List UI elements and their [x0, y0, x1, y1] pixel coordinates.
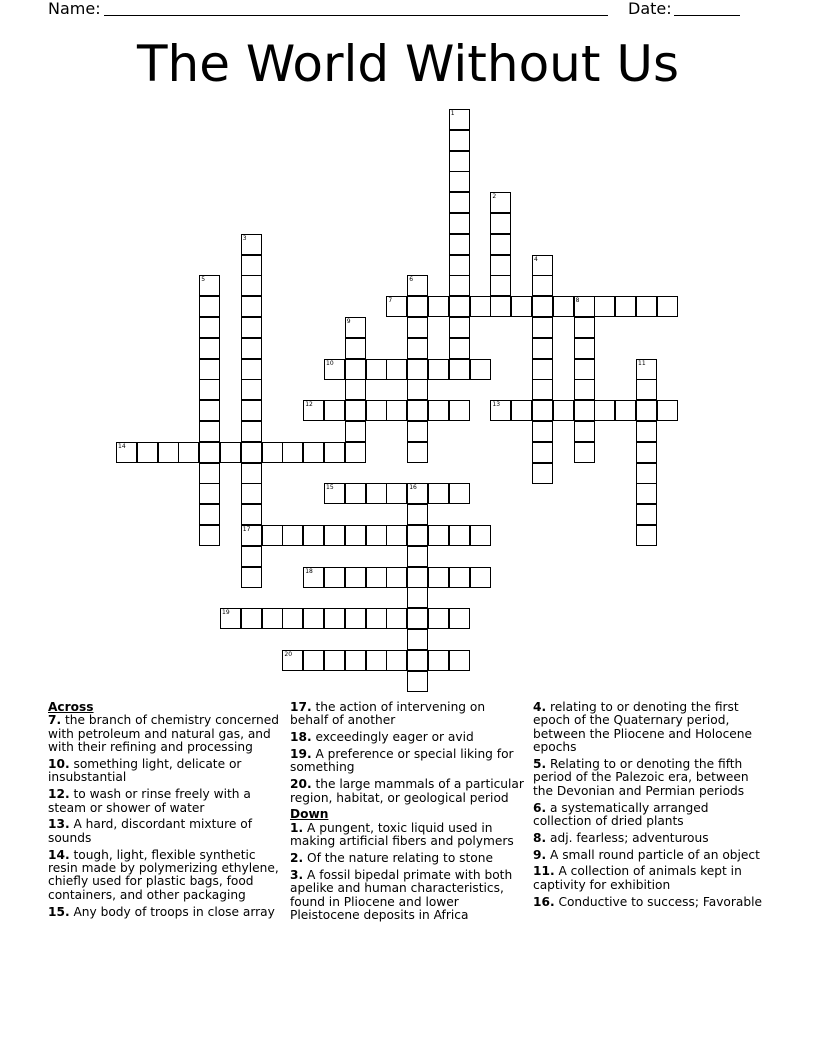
clue-number: 7 — [388, 297, 393, 305]
grid-cell[interactable] — [262, 442, 283, 463]
grid-cell[interactable] — [532, 359, 553, 380]
grid-cell[interactable] — [407, 296, 428, 317]
grid-cell[interactable] — [303, 442, 324, 463]
grid-cell[interactable] — [511, 400, 532, 421]
grid-cell[interactable] — [199, 359, 220, 380]
grid-cell[interactable] — [241, 400, 262, 421]
grid-cell[interactable] — [199, 296, 220, 317]
grid-cell[interactable] — [615, 296, 636, 317]
grid-cell[interactable] — [449, 255, 470, 276]
grid-cell[interactable] — [366, 483, 387, 504]
grid-cell[interactable] — [324, 483, 345, 504]
clues-column-3 — [533, 701, 769, 912]
grid-cell[interactable] — [199, 400, 220, 421]
grid-cell[interactable] — [657, 296, 678, 317]
clue-number: 15 — [326, 484, 334, 492]
grid-cell[interactable] — [241, 359, 262, 380]
clue-number: 14 — [118, 442, 126, 450]
grid-cell[interactable] — [199, 463, 220, 484]
grid-cell[interactable] — [594, 296, 615, 317]
grid-cell[interactable] — [636, 421, 657, 442]
page-title: The World Without Us — [136, 35, 680, 93]
grid-cell[interactable] — [324, 400, 345, 421]
clue-down-5: 5. Relating to or denoting the fifth period of the Palezoic era, between the Devonian and Permian periods — [533, 757, 749, 798]
grid-cell[interactable] — [449, 608, 470, 629]
grid-cell[interactable] — [345, 400, 366, 421]
grid-cell[interactable] — [407, 650, 428, 671]
grid-cell[interactable] — [386, 400, 407, 421]
grid-cell[interactable] — [241, 546, 262, 567]
grid-cell[interactable] — [199, 504, 220, 525]
clue-number: 18 — [305, 567, 313, 575]
grid-cell[interactable] — [345, 608, 366, 629]
clue-down-2: 2. Of the nature relating to stone — [290, 851, 493, 866]
grid-cell[interactable] — [407, 567, 428, 588]
grid-cell[interactable] — [449, 213, 470, 234]
grid-cell[interactable] — [449, 151, 470, 172]
grid-cell[interactable] — [428, 400, 449, 421]
clue-number: 19 — [222, 609, 230, 617]
grid-cell[interactable] — [386, 525, 407, 546]
grid-cell[interactable] — [428, 650, 449, 671]
clue-number: 4 — [534, 255, 538, 263]
grid-cell[interactable] — [407, 504, 428, 525]
grid-cell[interactable] — [449, 130, 470, 151]
grid-cell[interactable] — [407, 359, 428, 380]
down-heading: Down — [290, 807, 329, 822]
grid-cell[interactable] — [636, 442, 657, 463]
grid-cell[interactable] — [636, 463, 657, 484]
grid-cell[interactable] — [345, 317, 366, 338]
clue-number: 2 — [492, 193, 497, 201]
clues-column-1 — [48, 701, 284, 922]
grid-cell[interactable] — [199, 317, 220, 338]
grid-cell[interactable] — [386, 608, 407, 629]
clue-number: 12 — [305, 401, 313, 409]
grid-cell[interactable] — [449, 567, 470, 588]
grid-cell[interactable] — [532, 400, 553, 421]
grid-cell[interactable] — [366, 359, 387, 380]
grid-cell[interactable] — [199, 525, 220, 546]
grid-cell[interactable] — [241, 463, 262, 484]
grid-cell[interactable] — [407, 629, 428, 650]
grid-cell[interactable] — [137, 442, 158, 463]
grid-cell[interactable] — [366, 650, 387, 671]
grid-cell[interactable] — [449, 234, 470, 255]
grid-cell[interactable] — [366, 400, 387, 421]
grid-cell[interactable] — [324, 650, 345, 671]
clue-across-7: 7. the branch of chemistry concerned with petroleum and natural gas, and with their refining and processing — [48, 713, 279, 755]
grid-cell[interactable] — [345, 379, 366, 400]
grid-cell[interactable] — [345, 338, 366, 359]
grid-cell[interactable] — [407, 338, 428, 359]
grid-cell[interactable] — [428, 359, 449, 380]
clue-down-9: 9. A small round particle of an object — [533, 847, 760, 862]
grid-cell[interactable] — [116, 442, 137, 463]
grid-cell[interactable] — [303, 650, 324, 671]
grid-cell[interactable] — [490, 296, 511, 317]
clue-across-18: 18. exceedingly eager or avid — [290, 730, 474, 745]
grid-cell[interactable] — [490, 234, 511, 255]
grid-cell[interactable] — [199, 338, 220, 359]
grid-cell[interactable] — [428, 608, 449, 629]
grid-cell[interactable] — [158, 442, 179, 463]
grid-cell[interactable] — [241, 483, 262, 504]
grid-cell[interactable] — [574, 296, 595, 317]
clue-across-13: 13. A hard, discordant mixture of sounds — [48, 817, 252, 845]
grid-cell[interactable] — [241, 379, 262, 400]
clue-across-15: 15. Any body of troops in close array — [48, 904, 275, 919]
grid-cell[interactable] — [574, 317, 595, 338]
clue-down-16: 16. Conductive to success; Favorable — [533, 894, 762, 909]
grid-cell[interactable] — [428, 483, 449, 504]
grid-cell[interactable] — [199, 379, 220, 400]
clue-number: 9 — [346, 318, 351, 325]
grid-cell[interactable] — [407, 379, 428, 400]
grid-cell[interactable] — [428, 567, 449, 588]
clue-number: 8 — [575, 297, 580, 305]
grid-cell[interactable] — [241, 296, 262, 317]
grid-cell[interactable] — [386, 296, 407, 317]
grid-cell[interactable] — [199, 421, 220, 442]
grid-cell[interactable] — [449, 359, 470, 380]
grid-cell[interactable] — [532, 442, 553, 463]
clue-number: 20 — [284, 650, 293, 658]
clue-number: 10 — [326, 359, 334, 367]
grid-cell[interactable] — [532, 379, 553, 400]
grid-cell[interactable] — [324, 608, 345, 629]
grid-cell[interactable] — [220, 608, 241, 629]
grid-cell[interactable] — [282, 608, 303, 629]
grid-cell[interactable] — [407, 442, 428, 463]
grid-cell[interactable] — [324, 567, 345, 588]
grid-cell[interactable] — [449, 650, 470, 671]
grid-cell[interactable] — [636, 483, 657, 504]
grid-cell[interactable] — [636, 379, 657, 400]
grid-cell[interactable] — [407, 275, 428, 296]
grid-cell[interactable] — [241, 234, 262, 255]
grid-cell[interactable] — [490, 400, 511, 421]
grid-cell[interactable] — [345, 442, 366, 463]
grid-cell[interactable] — [449, 317, 470, 338]
clue-number: 11 — [638, 359, 646, 367]
grid-cell[interactable] — [241, 338, 262, 359]
grid-cell[interactable] — [303, 608, 324, 629]
grid-cell[interactable] — [470, 525, 491, 546]
grid-cell[interactable] — [345, 421, 366, 442]
grid-cell[interactable] — [407, 671, 428, 692]
grid-cell[interactable] — [449, 338, 470, 359]
clues-column-2 — [290, 701, 526, 926]
clue-number: 16 — [409, 484, 417, 492]
grid-cell[interactable] — [553, 400, 574, 421]
grid-cell[interactable] — [574, 400, 595, 421]
grid-cell[interactable] — [303, 525, 324, 546]
grid-cell[interactable] — [386, 359, 407, 380]
grid-cell[interactable] — [241, 255, 262, 276]
grid-cell[interactable] — [490, 213, 511, 234]
grid-cell[interactable] — [574, 442, 595, 463]
grid-cell[interactable] — [241, 421, 262, 442]
grid-cell[interactable] — [386, 567, 407, 588]
clue-number: 3 — [242, 234, 247, 242]
grid-cell[interactable] — [449, 400, 470, 421]
clue-number: 1 — [450, 110, 455, 117]
grid-cell[interactable] — [553, 296, 574, 317]
grid-cell[interactable] — [407, 546, 428, 567]
grid-cell[interactable] — [303, 567, 324, 588]
grid-cell[interactable] — [345, 483, 366, 504]
grid-cell[interactable] — [470, 359, 491, 380]
grid-cell[interactable] — [407, 421, 428, 442]
grid-cell[interactable] — [636, 504, 657, 525]
date-label: Date: — [628, 0, 672, 18]
grid-cell[interactable] — [345, 650, 366, 671]
grid-cell[interactable] — [303, 400, 324, 421]
grid-cell[interactable] — [490, 275, 511, 296]
grid-cell[interactable] — [407, 587, 428, 608]
grid-cell[interactable] — [449, 483, 470, 504]
grid-cell[interactable] — [636, 400, 657, 421]
grid-cell[interactable] — [574, 338, 595, 359]
name-label: Name: — [48, 0, 101, 18]
grid-cell[interactable] — [407, 525, 428, 546]
grid-cell[interactable] — [407, 483, 428, 504]
grid-cell[interactable] — [366, 525, 387, 546]
grid-cell[interactable] — [657, 400, 678, 421]
grid-cell[interactable] — [241, 275, 262, 296]
grid-cell[interactable] — [199, 442, 220, 463]
grid-cell[interactable] — [220, 442, 241, 463]
grid-cell[interactable] — [262, 608, 283, 629]
grid-cell[interactable] — [386, 650, 407, 671]
clue-down-11: 11. A collection of animals kept in captivity for exhibition — [533, 864, 742, 892]
grid-cell[interactable] — [407, 400, 428, 421]
grid-cell[interactable] — [428, 296, 449, 317]
grid-cell[interactable] — [282, 525, 303, 546]
grid-cell[interactable] — [449, 296, 470, 317]
clue-down-4: 4. relating to or denoting the first epoch of the Quaternary period, between the Pliocene and Holocene epochs — [533, 700, 753, 755]
grid-cell[interactable] — [511, 296, 532, 317]
grid-cell[interactable] — [178, 442, 199, 463]
grid-cell[interactable] — [241, 442, 262, 463]
grid-cell[interactable] — [407, 317, 428, 338]
grid-cell[interactable] — [324, 359, 345, 380]
grid-cell[interactable] — [532, 463, 553, 484]
grid-cell[interactable] — [345, 525, 366, 546]
grid-cell[interactable] — [636, 525, 657, 546]
grid-cell[interactable] — [449, 192, 470, 213]
grid-cell[interactable] — [386, 483, 407, 504]
grid-cell[interactable] — [636, 359, 657, 380]
grid-cell[interactable] — [407, 608, 428, 629]
grid-cell[interactable] — [241, 608, 262, 629]
grid-cell[interactable] — [282, 650, 303, 671]
clue-number: 13 — [492, 401, 501, 409]
grid-cell[interactable] — [532, 275, 553, 296]
clue-number: 5 — [201, 276, 206, 284]
grid-cell[interactable] — [428, 525, 449, 546]
grid-cell[interactable] — [241, 504, 262, 525]
grid-cell[interactable] — [345, 567, 366, 588]
clue-down-1: 1. A pungent, toxic liquid used in making artificial fibers and polymers — [290, 820, 514, 849]
clue-across-10: 10. something light, delicate or insubstantial — [48, 757, 242, 785]
grid-cell[interactable] — [282, 442, 303, 463]
grid-cell[interactable] — [470, 296, 491, 317]
grid-cell[interactable] — [532, 338, 553, 359]
clue-number: 6 — [409, 276, 414, 284]
grid-cell[interactable] — [532, 255, 553, 276]
clue-down-6: 6. a systematically arranged collection of dried plants — [533, 800, 709, 829]
grid-cell[interactable] — [449, 525, 470, 546]
grid-cell[interactable] — [241, 567, 262, 588]
grid-cell[interactable] — [490, 192, 511, 213]
clue-down-3: 3. A fossil bipedal primate with both apelike and human characteristics, found in Pliocene and lower Pleistocene deposits in Africa — [290, 867, 513, 923]
grid-cell[interactable] — [574, 421, 595, 442]
grid-cell[interactable] — [574, 359, 595, 380]
grid-cell[interactable] — [324, 442, 345, 463]
grid-cell[interactable] — [241, 317, 262, 338]
grid-cell[interactable] — [594, 400, 615, 421]
grid-cell[interactable] — [345, 359, 366, 380]
grid-cell[interactable] — [532, 317, 553, 338]
grid-cell[interactable] — [366, 567, 387, 588]
grid-cell[interactable] — [366, 608, 387, 629]
grid-cell[interactable] — [324, 525, 345, 546]
grid-cell[interactable] — [262, 525, 283, 546]
grid-cell[interactable] — [470, 567, 491, 588]
clue-across-12: 12. to wash or rinse freely with a steam or shower of water — [48, 787, 251, 815]
clue-across-17: 17. the action of intervening on behalf of another — [290, 700, 486, 728]
across-heading: Across — [48, 700, 94, 714]
grid-cell[interactable] — [449, 171, 470, 192]
clue-across-14: 14. tough, light, flexible synthetic resin made by polymerizing ethylene, chiefly used for plastic bags, food containers, and other packaging — [48, 847, 279, 902]
grid-cell[interactable] — [615, 400, 636, 421]
clue-across-19: 19. A preference or special liking for something — [290, 747, 514, 775]
grid-cell[interactable] — [532, 421, 553, 442]
clue-down-8: 8. adj. fearless; adventurous — [533, 830, 709, 845]
grid-cell[interactable] — [490, 255, 511, 276]
grid-cell[interactable] — [241, 525, 262, 546]
grid-cell[interactable] — [636, 296, 657, 317]
grid-cell[interactable] — [574, 379, 595, 400]
clue-number: 17 — [242, 526, 251, 533]
grid-cell[interactable] — [199, 275, 220, 296]
clue-across-20: 20. the large mammals of a particular region, habitat, or geological period — [290, 777, 524, 805]
grid-cell[interactable] — [449, 109, 470, 130]
grid-cell[interactable] — [532, 296, 553, 317]
grid-cell[interactable] — [449, 275, 470, 296]
grid-cell[interactable] — [199, 483, 220, 504]
